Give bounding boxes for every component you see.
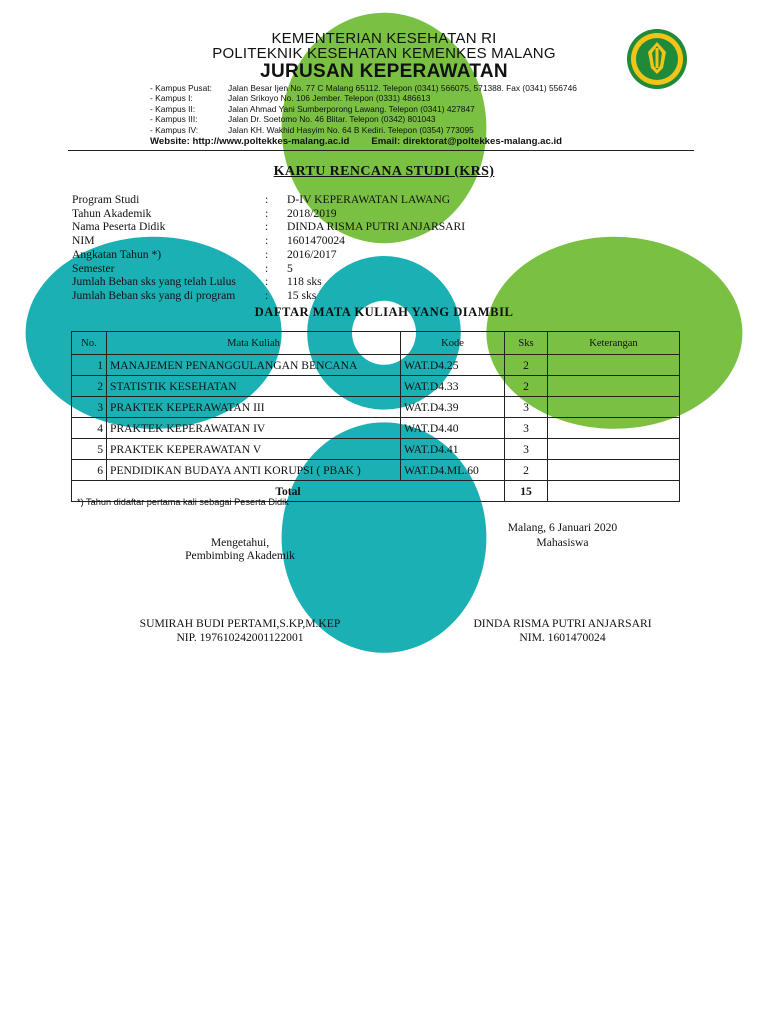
cell-no: 4 xyxy=(72,418,107,439)
place-date: Malang, 6 Januari 2020 xyxy=(507,521,618,534)
info-value: D-IV KEPERAWATAN LAWANG xyxy=(287,193,451,206)
student-name: DINDA RISMA PUTRI ANJARSARI xyxy=(473,617,652,630)
info-key: Jumlah Beban sks yang telah Lulus xyxy=(72,275,236,289)
course-list-title: DAFTAR MATA KULIAH YANG DIAMBIL xyxy=(254,305,514,319)
campus-address-list xyxy=(150,83,577,135)
campus-label: - Kampus I: xyxy=(150,93,193,104)
cell-sks: 3 xyxy=(505,439,548,460)
cell-no: 3 xyxy=(72,397,107,418)
student-nim: NIM. 1601470024 xyxy=(519,631,606,644)
info-sep: : xyxy=(265,288,269,302)
cell-sks: 3 xyxy=(505,418,548,439)
cell-code: WAT.D4.ML.60 xyxy=(401,460,505,481)
ministry-name: KEMENTERIAN KESEHATAN RI xyxy=(271,30,497,47)
student-info xyxy=(72,193,465,303)
cell-no: 2 xyxy=(72,376,107,397)
cell-note xyxy=(548,439,680,460)
cell-sks: 2 xyxy=(505,355,548,376)
info-value: 15 sks xyxy=(287,288,317,302)
total-value: 15 xyxy=(505,481,548,502)
cell-course: STATISTIK KESEHATAN xyxy=(107,376,401,397)
cell-no: 6 xyxy=(72,460,107,481)
cell-code: WAT.D4.33 xyxy=(401,376,505,397)
info-value: DINDA RISMA PUTRI ANJARSARI xyxy=(287,220,466,234)
cell-course: PRAKTEK KEPERAWATAN III xyxy=(107,397,401,418)
info-key: Semester xyxy=(72,261,115,275)
cell-note xyxy=(548,376,680,397)
info-sep: : xyxy=(265,193,269,206)
cell-code: WAT.D4.25 xyxy=(401,355,505,376)
info-row xyxy=(72,262,465,276)
campus-row xyxy=(150,125,577,135)
advisor-nip: NIP. 197610242001122001 xyxy=(176,631,304,644)
campus-label: - Kampus Pusat: xyxy=(150,83,212,93)
table-row xyxy=(72,460,680,481)
campus-row xyxy=(150,104,577,114)
institution-name: POLITEKNIK KESEHATAN KEMENKES MALANG xyxy=(212,45,556,62)
info-sep: : xyxy=(265,247,269,261)
advisor-role: Pembimbing Akademik xyxy=(185,549,295,562)
table-row xyxy=(72,439,680,460)
cell-sks: 3 xyxy=(505,397,548,418)
cell-note xyxy=(548,460,680,481)
department-name: JURUSAN KEPERAWATAN xyxy=(260,61,508,82)
acknowledge-label: Mengetahui, xyxy=(210,536,270,549)
student-role: Mahasiswa xyxy=(536,536,589,549)
info-key: Nama Peserta Didik xyxy=(72,220,166,234)
table-row xyxy=(72,376,680,397)
info-value: 1601470024 xyxy=(287,234,345,248)
info-key: Jumlah Beban sks yang di program xyxy=(72,288,236,302)
table-row xyxy=(72,397,680,418)
campus-row xyxy=(150,114,577,124)
advisor-name: SUMIRAH BUDI PERTAMI,S.KP,M.KEP xyxy=(139,617,341,630)
info-value: 5 xyxy=(287,261,293,275)
campus-address: Jalan KH. Wakhid Hasyim No. 64 B Kediri. Telepon (0354) 773095 xyxy=(228,124,474,135)
info-row xyxy=(72,193,465,207)
info-row xyxy=(72,220,465,234)
cell-note xyxy=(548,397,680,418)
table-row xyxy=(72,418,680,439)
info-key: Tahun Akademik xyxy=(72,206,152,220)
website-link[interactable]: Website: http://www.poltekkes-malang.ac.id xyxy=(150,136,350,147)
header-no: No. xyxy=(72,332,107,355)
letterhead-divider xyxy=(68,150,694,151)
cell-note xyxy=(548,355,680,376)
contact-line xyxy=(150,136,562,147)
table-row xyxy=(72,355,680,376)
cell-no: 1 xyxy=(72,355,107,376)
total-label: Total xyxy=(72,481,505,502)
info-row xyxy=(72,275,465,289)
document-title: KARTU RENCANA STUDI (KRS) xyxy=(273,164,495,179)
campus-label: - Kampus IV: xyxy=(150,124,199,135)
info-row xyxy=(72,248,465,262)
table-header-row xyxy=(72,332,680,355)
cell-course: PRAKTEK KEPERAWATAN V xyxy=(107,439,401,460)
info-row xyxy=(72,234,465,248)
cell-code: WAT.D4.40 xyxy=(401,418,505,439)
info-sep: : xyxy=(265,234,269,248)
cell-course: PENDIDIKAN BUDAYA ANTI KORUPSI ( PBAK ) xyxy=(107,460,401,481)
campus-address: Jalan Besar Ijen No. 77 C Malang 65112. Telepon (0341) 566075, 571388. Fax (0341) 556746 xyxy=(228,83,577,93)
info-value: 2016/2017 xyxy=(287,247,337,261)
info-row xyxy=(72,207,465,221)
info-sep: : xyxy=(265,275,269,289)
header-course: Mata Kuliah xyxy=(107,332,401,355)
header-sks: Sks xyxy=(505,332,548,355)
campus-address: Jalan Srikoyo No. 106 Jember. Telepon (0331) 486613 xyxy=(228,93,431,104)
campus-label: - Kampus II: xyxy=(150,103,196,114)
info-row xyxy=(72,289,465,303)
info-value: 118 sks xyxy=(287,275,322,289)
cell-sks: 2 xyxy=(505,376,548,397)
info-sep: : xyxy=(265,206,269,220)
campus-label: - Kampus III: xyxy=(150,114,198,125)
campus-address: Jalan Ahmad Yani Sumberporong Lawang. Telepon (0341) 427847 xyxy=(228,103,475,114)
info-value: 2018/2019 xyxy=(287,206,337,220)
cell-no: 5 xyxy=(72,439,107,460)
header-code: Kode xyxy=(401,332,505,355)
cell-course: PRAKTEK KEPERAWATAN IV xyxy=(107,418,401,439)
info-sep: : xyxy=(265,220,269,234)
cell-code: WAT.D4.41 xyxy=(401,439,505,460)
footnote: *) Tahun didaftar pertama kali sebagai Peserta Didik xyxy=(77,497,289,507)
campus-row xyxy=(150,83,577,93)
cell-note xyxy=(548,418,680,439)
info-key: Angkatan Tahun *) xyxy=(72,247,162,261)
cell-code: WAT.D4.39 xyxy=(401,397,505,418)
info-key: NIM xyxy=(72,234,95,248)
cell-sks: 2 xyxy=(505,460,548,481)
campus-address: Jalan Dr. Soetomo No. 46 Blitar. Telepon (0342) 801043 xyxy=(228,114,436,125)
total-note xyxy=(548,481,680,502)
info-key: Program Studi xyxy=(72,193,140,206)
info-sep: : xyxy=(265,261,269,275)
campus-row xyxy=(150,93,577,103)
cell-course: MANAJEMEN PENANGGULANGAN BENCANA xyxy=(107,355,401,376)
header-note: Keterangan xyxy=(548,332,680,355)
email-link[interactable]: Email: direktorat@poltekkes-malang.ac.id xyxy=(371,136,563,147)
course-table xyxy=(71,331,680,502)
